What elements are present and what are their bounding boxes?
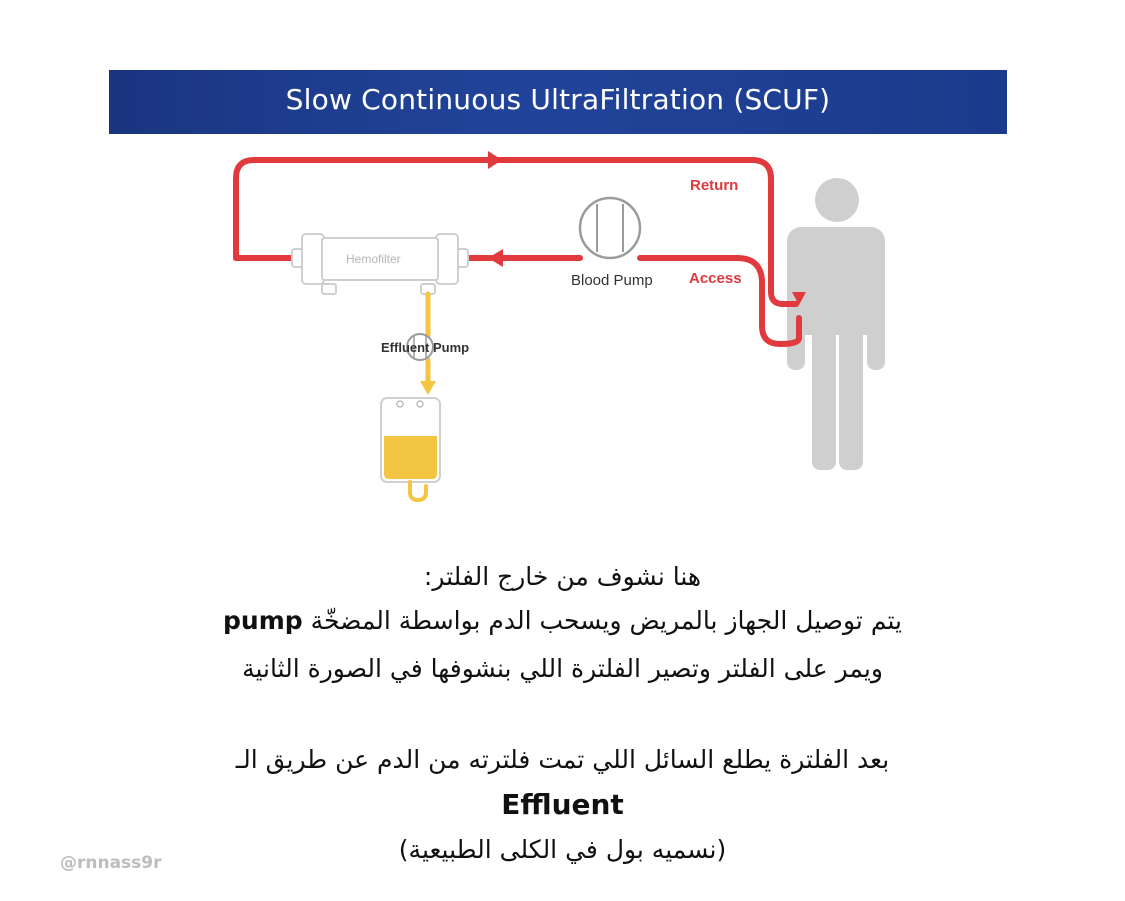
caption-line-2-text: يتم توصيل الجهاز بالمريض ويسحب الدم بواسطة المضخّة — [310, 606, 902, 635]
caption-effluent-term: Effluent — [501, 788, 624, 821]
effluent-pump-label: Effluent Pump — [381, 340, 470, 355]
access-arrow-icon — [488, 249, 503, 267]
caption-line-3: ويمر على الفلتر وتصير الفلترة اللي بنشوفها في الصورة الثانية — [242, 654, 883, 683]
effluent-bag-icon — [381, 398, 440, 500]
return-label: Return — [690, 177, 739, 194]
caption-line-4: بعد الفلترة يطلع السائل اللي تمت فلترته من الدم عن طريق الـ — [235, 745, 890, 774]
caption-line-6: (نسميه بول في الكلى الطبيعية) — [398, 835, 727, 864]
page-title: Slow Continuous UltraFiltration (SCUF) — [285, 83, 831, 116]
caption-line-1: هنا نشوف من خارج الفلتر: — [423, 562, 702, 591]
watermark: @rnnass9r — [60, 853, 162, 873]
blood-pump-icon — [580, 198, 640, 258]
access-label: Access — [689, 270, 742, 287]
blood-pump-label: Blood Pump — [571, 272, 653, 289]
return-arrow-icon — [488, 151, 502, 169]
caption-pump-term: pump — [223, 606, 303, 635]
hemofilter-label: Hemofilter — [346, 252, 401, 266]
effluent-arrow-icon — [420, 381, 436, 395]
caption-line-2 — [100, 606, 1025, 635]
